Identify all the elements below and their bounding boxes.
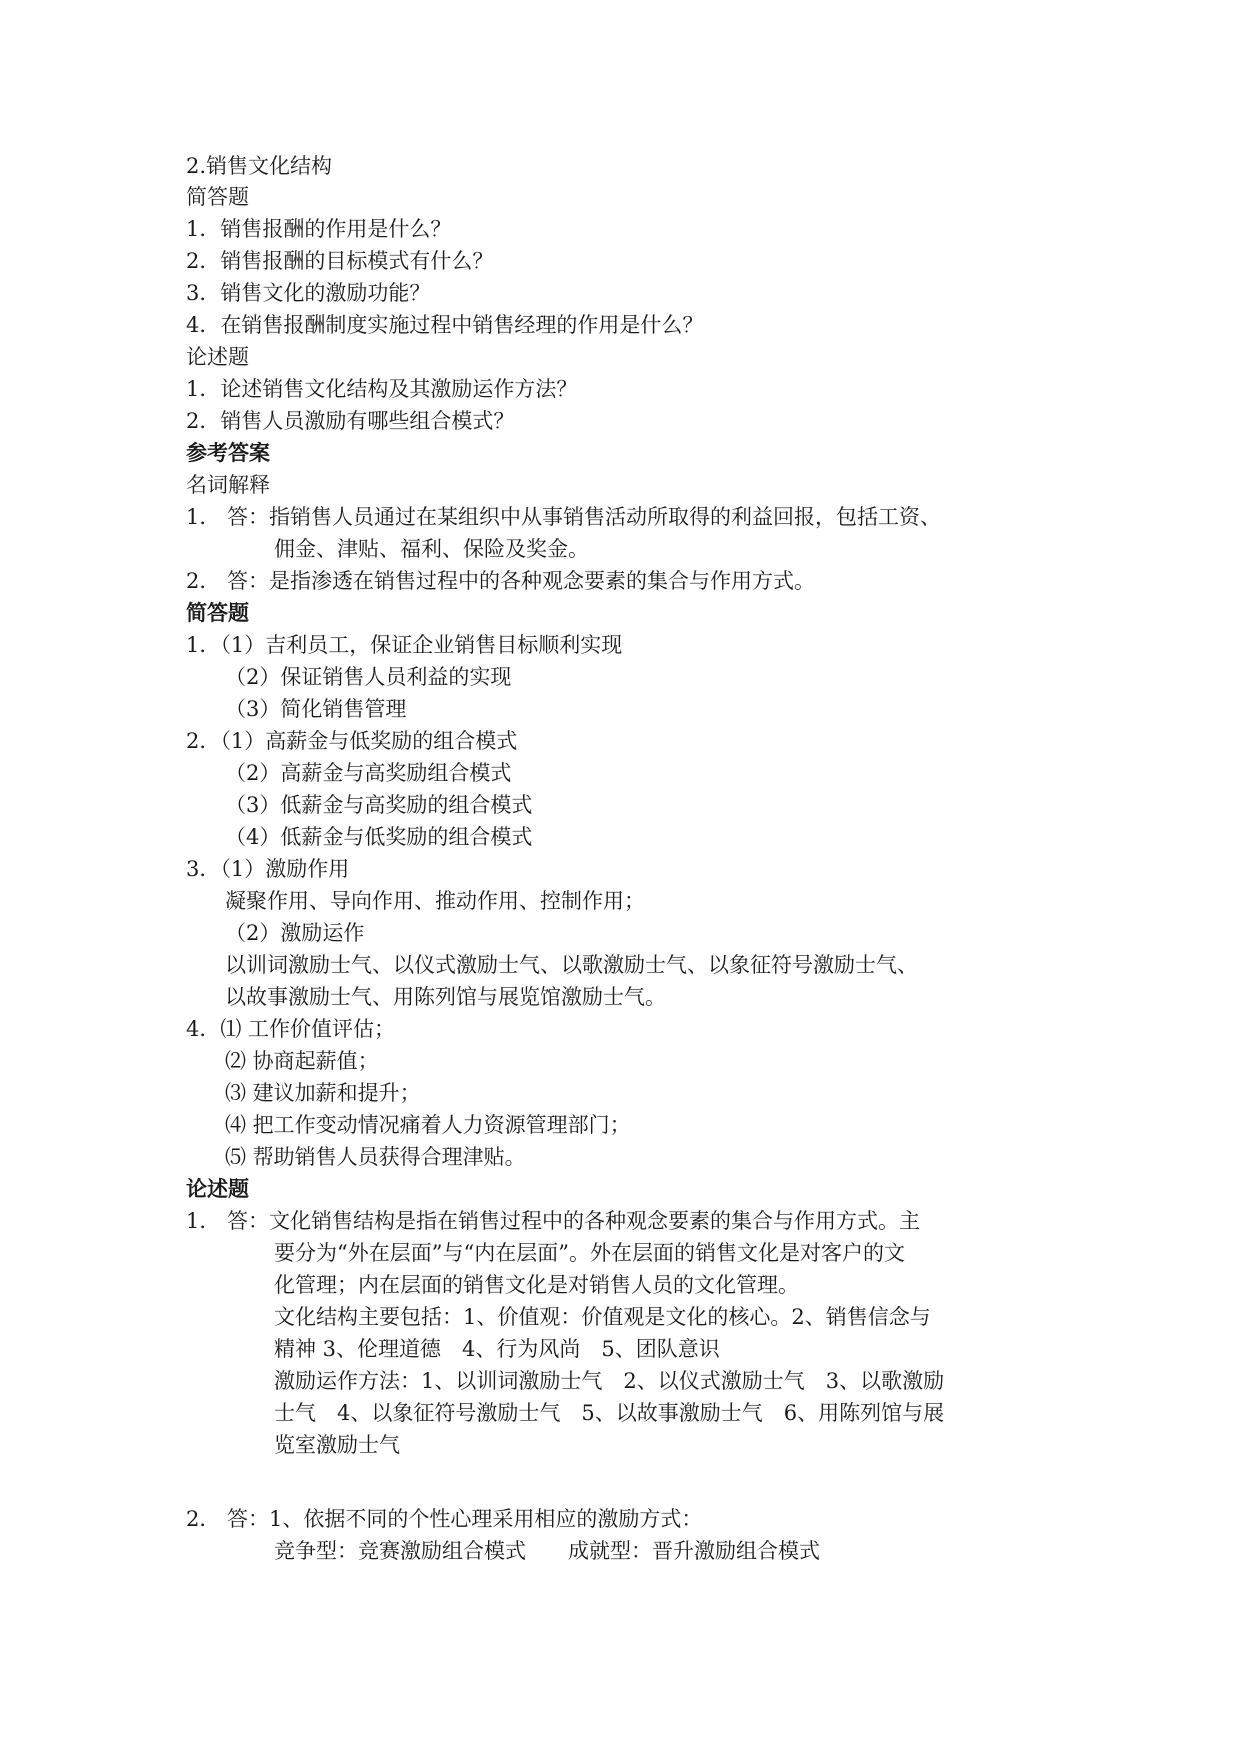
answer-line: 1． 答：文化销售结构是指在销售过程中的各种观念要素的集合与作用方式。主 <box>186 1209 921 1233</box>
answer-line: 览室激励士气 <box>274 1433 400 1457</box>
answer-line: ⑸ 帮助销售人员获得合理津贴。 <box>225 1145 526 1169</box>
heading-essay-answers: 论述题 <box>186 1177 249 1201</box>
question-line: 4．在销售报酬制度实施过程中销售经理的作用是什么？ <box>186 313 704 337</box>
answer-line: 1． 答：指销售人员通过在某组织中从事销售活动所取得的利益回报，包括工资、 <box>186 505 942 529</box>
answer-line: 2．（1）高薪金与低奖励的组合模式 <box>186 729 518 753</box>
answer-line: （2）高薪金与高奖励组合模式 <box>225 761 512 785</box>
heading-reference-answers: 参考答案 <box>186 441 270 465</box>
answer-line: （4）低薪金与低奖励的组合模式 <box>225 825 533 849</box>
answer-line: 以训词激励士气、以仪式激励士气、以歌激励士气、以象征符号激励士气、 <box>225 953 918 977</box>
answer-line: 2． 答：1、依据不同的个性心理采用相应的激励方式： <box>186 1507 703 1531</box>
answer-line: 4．⑴ 工作价值评估； <box>186 1017 396 1041</box>
question-line: 3．销售文化的激励功能？ <box>186 281 431 305</box>
answer-line: 精神 3、伦理道德 4、行为风尚 5、团队意识 <box>274 1337 720 1361</box>
question-line: 1．论述销售文化结构及其激励运作方法？ <box>186 377 578 401</box>
section-title: 2.销售文化结构 <box>186 154 333 178</box>
answer-line: 3．（1）激励作用 <box>186 857 350 881</box>
heading-term-definitions: 名词解释 <box>186 473 270 497</box>
answer-line: 凝聚作用、导向作用、推动作用、控制作用； <box>225 889 645 913</box>
answer-line: （3）简化销售管理 <box>225 697 407 721</box>
answer-line: 要分为“外在层面”与“内在层面”。外在层面的销售文化是对客户的文 <box>274 1241 905 1265</box>
question-line: 1．销售报酬的作用是什么？ <box>186 217 452 241</box>
question-line: 2．销售报酬的目标模式有什么？ <box>186 249 494 273</box>
answer-line: 竞争型：竞赛激励组合模式 成就型：晋升激励组合模式 <box>274 1539 820 1563</box>
answer-line: 激励运作方法：1、以训词激励士气 2、以仪式激励士气 3、以歌激励 <box>274 1369 945 1393</box>
answer-line: 1．（1）吉利员工，保证企业销售目标顺利实现 <box>186 633 623 657</box>
answer-line: 2． 答：是指渗透在销售过程中的各种观念要素的集合与作用方式。 <box>186 569 816 593</box>
answer-line: （3）低薪金与高奖励的组合模式 <box>225 793 533 817</box>
answer-line: ⑷ 把工作变动情况痛着人力资源管理部门； <box>225 1113 631 1137</box>
answer-line: 文化结构主要包括：1、价值观：价值观是文化的核心。2、销售信念与 <box>274 1305 931 1329</box>
heading-short-answer: 简答题 <box>186 185 249 209</box>
answer-line: 士气 4、以象征符号激励士气 5、以故事激励士气 6、用陈列馆与展 <box>274 1401 945 1425</box>
answer-line: 佣金、津贴、福利、保险及奖金。 <box>274 537 589 561</box>
heading-short-answer-answers: 简答题 <box>186 601 249 625</box>
answer-line: 化管理；内在层面的销售文化是对销售人员的文化管理。 <box>274 1273 799 1297</box>
answer-line: ⑵ 协商起薪值； <box>225 1049 379 1073</box>
answer-line: （2）激励运作 <box>225 921 365 945</box>
heading-essay: 论述题 <box>186 345 249 369</box>
answer-line: （2）保证销售人员利益的实现 <box>225 665 512 689</box>
answer-line: 以故事激励士气、用陈列馆与展览馆激励士气。 <box>225 985 666 1009</box>
question-line: 2．销售人员激励有哪些组合模式？ <box>186 409 515 433</box>
answer-line: ⑶ 建议加薪和提升； <box>225 1081 421 1105</box>
